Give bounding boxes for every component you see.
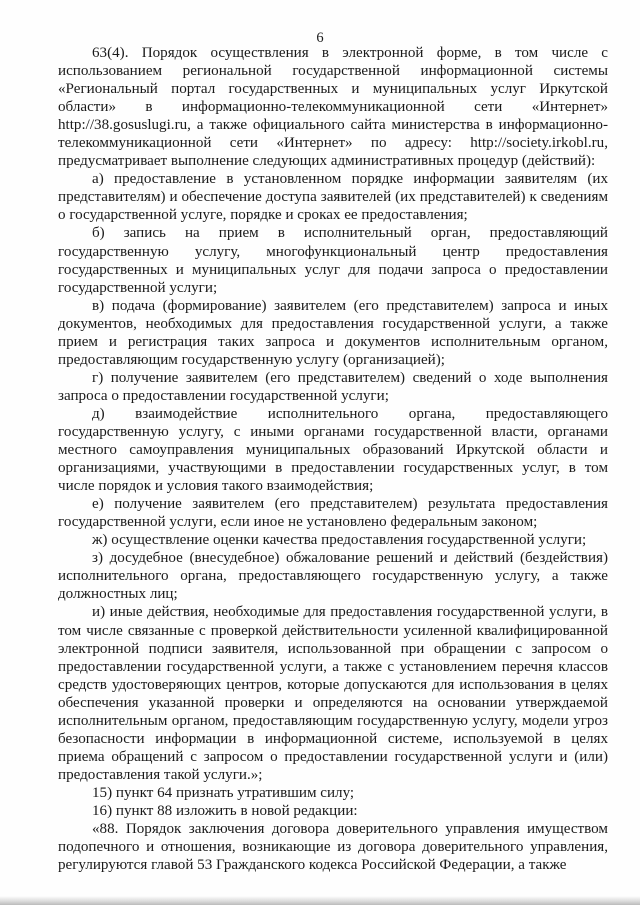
item-v: в) подача (формирование) заявителем (его представителем) запроса и иных документов, необходимых для предоставления государственной услуги, а также прием и регистрация таких запроса и документов исполнительным органом, предоставляющим государственную услугу (организацией); bbox=[58, 297, 608, 368]
amendment-16: 16) пункт 88 изложить в новой редакции: bbox=[92, 802, 358, 819]
item-g: г) получение заявителем (его представителем) сведений о ходе выполнения запроса о предоставлении государственной услуги; bbox=[58, 369, 608, 404]
page-number: 6 bbox=[316, 30, 324, 46]
paragraph-88: «88. Порядок заключения договора доверительного управления имуществом подопечного и отношения, возникающие из договора доверительного управления, регулируются главой 53 Гражданского кодекса Российской Федерации, а также bbox=[58, 821, 608, 874]
item-z: з) досудебное (внесудебное) обжалование решений и действий (бездействия) исполнительного органа, предоставляющего государственную услугу, а также должностных лиц; bbox=[58, 550, 608, 603]
item-d: д) взаимодействие исполнительного органа, предоставляющего государственную услугу, с иными органами государственной власти, органами местного самоуправления муниципальных образований Иркутской области и организациями, участвующими в предоставлении государственных услуг, в том числе порядок и условия такого взаимодействия; bbox=[58, 405, 608, 495]
paragraph-63-4: 63(4). Порядок осуществления в электронной форме, в том числе с использованием региональной государственной информационной системы «Региональный портал государственных и муниципальных услуг Иркутской области» в информационно-телекоммуникационной сети «Интернет» http://38.gosuslugi.ru, а также официального сайта министерства в информационно-телекоммуникационной сети «Интернет» по адресу: http://society.irkobl.ru, предусматривает выполнение следующих административных процедур (действий): bbox=[58, 45, 608, 170]
item-zh: ж) осуществление оценки качества предоставления государственной услуги; bbox=[92, 532, 587, 549]
item-b: б) запись на прием в исполнительный орган, предоставляющий государственную услугу, многофункциональный центр предоставления государственных и муниципальных услуг для подачи запроса о предоставлении государственной услуги; bbox=[58, 225, 608, 296]
scan-bottom-edge bbox=[0, 896, 640, 905]
item-a: а) предоставление в установленном порядке информации заявителям (их представителям) и обеспечение доступа заявителей (их представителей) к сведениям о государственной услуге, порядке и сроках ее предоставления; bbox=[58, 171, 608, 224]
item-e: е) получение заявителем (его представителем) результата предоставления государственной услуги, если иное не установлено федеральным законом; bbox=[58, 496, 608, 531]
amendment-15: 15) пункт 64 признать утратившим силу; bbox=[92, 784, 355, 801]
document-body bbox=[58, 44, 608, 874]
item-i: и) иные действия, необходимые для предоставления государственной услуги, в том числе связанные с проверкой действительности усиленной квалифицированной электронной подписи заявителя, использованной при обращении с запросом о предоставлении государственной услуги, а также с установлением перечня классов средств удостоверяющих центров, которые допускаются для использования в целях обеспечения указанной проверки и определяются на основании утверждаемой исполнительным органом, предоставляющим государственную услугу, модели угроз безопасности информации в информационной системе, используемой в целях приема обращений с запросом о предоставлении государственной услуги и (или) предоставления такой услуги.»; bbox=[58, 604, 608, 783]
